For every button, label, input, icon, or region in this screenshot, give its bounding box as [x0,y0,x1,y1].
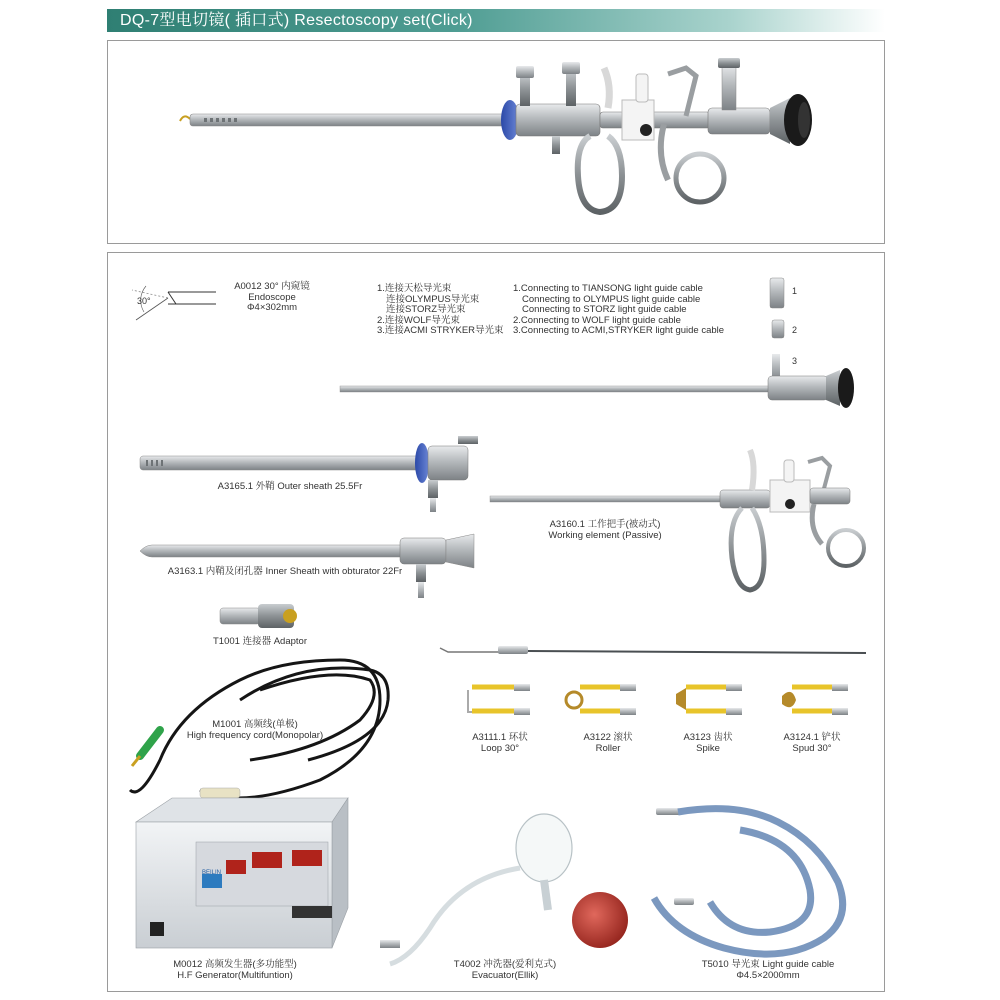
generator-code: M0012 高频发生器(多功能型) [173,959,297,970]
outer-sheath-label: A3165.1 外鞘 Outer sheath 25.5Fr [217,481,363,492]
connector-number-2: 2 [792,325,798,335]
light-cable-label [693,960,843,981]
adaptor-label: T1001 连接器 Adaptor [213,636,307,647]
connection-en-1: 1.Connecting to TIANSONG light guide cable [513,283,703,294]
connections-chinese-list [377,284,504,337]
electrode-tips [468,684,848,715]
electrode-label-loop [460,733,540,754]
endoscope-angle: 30° [137,296,151,306]
connection-cn-1c: 连接STORZ导光束 [386,304,466,315]
spike-electrode [676,684,742,715]
spud-electrode [782,684,848,715]
light-guide-cable [654,808,843,954]
electrode-label-spike [668,733,748,754]
endoscope-size: Φ4×302mm [246,302,298,313]
electrode-rod [440,646,866,654]
endoscope-label [222,282,322,314]
evacuator-label [445,960,565,981]
electrode-label-spud [772,733,852,754]
connection-cn-3: 3.连接ACMI STRYKER导光束 [377,325,504,336]
connection-cn-2: 2.连接WOLF导光束 [377,314,460,326]
light-cable-code: T5010 导光束 Light guide cable [701,959,835,970]
electrode-roller-name: Roller [595,742,621,754]
endoscope-telescope [340,354,854,408]
connector-number-3: 3 [792,356,798,366]
evacuator [380,814,628,964]
connection-cn-1: 1.连接天松导光束 [377,283,452,294]
electrode-loop-name: Loop 30° [480,742,520,754]
connections-english-list [513,284,724,337]
hf-generator [136,798,348,948]
electrode-spud-code: A3124.1 铲状 [783,732,841,743]
cord-label [175,720,335,741]
outer-sheath [140,436,478,512]
electrode-spike-name: Spike [696,742,720,754]
page-title: DQ-7型电切镜( 插口式) Resectoscopy set(Click) [120,12,473,29]
cord-code: M1001 高频线(单极) [212,719,298,730]
connection-cn-1b: 连接OLYMPUS导光束 [386,293,480,305]
connection-en-2: 2.Connecting to WOLF light guide cable [513,314,681,326]
connection-en-3: 3.Connecting to ACMI,STRYKER light guide cable [513,325,725,336]
connection-en-1c: Connecting to STORZ light guide cable [522,304,687,315]
connection-en-1b: Connecting to OLYMPUS light guide cable [522,293,701,305]
working-element-name: Working element (Passive) [548,529,662,541]
resectoscope-assembly [180,58,812,212]
light-cable-size: Φ4.5×2000mm [736,969,800,981]
roller-electrode [566,684,636,715]
loop-electrode [468,684,530,715]
electrode-label-roller [568,733,648,754]
evacuator-code: T4002 冲洗器(爱利克式) [453,959,557,970]
connector-number-1: 1 [792,286,798,296]
inner-sheath-label: A3163.1 内鞘及闭孔器 Inner Sheath with obturator 22Fr [167,566,403,577]
endoscope-name: Endoscope [248,291,296,303]
electrode-spud-name: Spud 30° [792,742,832,754]
evacuator-name: Evacuator(Ellik) [471,969,539,981]
working-element-label [540,520,670,541]
generator-label [160,960,310,981]
electrode-spike-code: A3123 齿状 [683,732,733,743]
electrode-roller-code: A3122 滚状 [583,732,633,743]
light-guide-connectors [770,278,784,338]
generator-name: H.F Generator(Multifuntion) [177,969,293,981]
endoscope-code: A0012 30° 内窥镜 [234,281,310,292]
adaptor-part [220,604,297,628]
working-element-code: A3160.1 工作把手(被动式) [549,519,661,530]
electrode-loop-code: A3111.1 环状 [472,732,528,743]
generator-brand: BEILIN [202,870,222,876]
cord-name: High frequency cord(Monopolar) [186,729,324,741]
